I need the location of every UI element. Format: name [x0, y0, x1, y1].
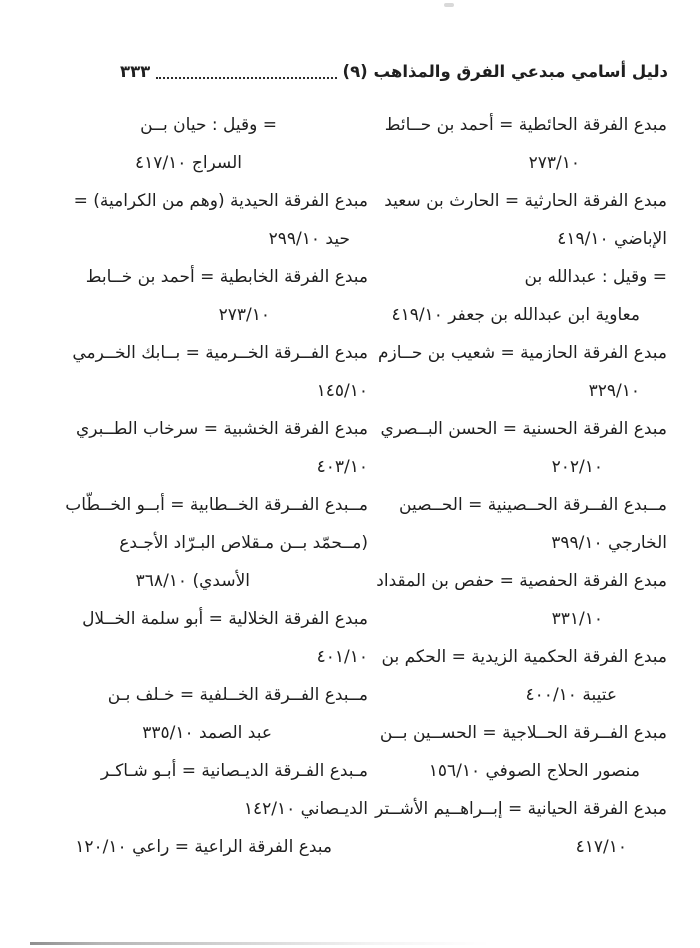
index-entry-line: منصور الحلاج الصوفي ١٥٦/١٠: [428, 761, 640, 781]
scan-shadow-bottom: [30, 942, 490, 945]
index-entry-line: مــبدع الفــرقة الخــلفية = خـلف بـن: [107, 685, 368, 705]
index-entry-line: مــبدع الفــرقة الحــصينية = الحــصين: [399, 495, 667, 515]
index-entry-line: مبدع الفرقة الخابطية = أحمد بن خــابط: [85, 267, 368, 287]
index-entry-line: معاوية ابن عبدالله بن جعفر ٤١٩/١٠: [391, 305, 640, 325]
index-entry-line: السراج ٤١٧/١٠: [135, 153, 242, 173]
index-entry-line: مبدع الفرقة الحازمية = شعيب بن حــازم: [377, 343, 667, 363]
index-entry-line: عتيبة ٤٠٠/١٠: [525, 685, 617, 705]
running-header: [120, 58, 668, 84]
index-entry-line: ٤٠١/١٠: [316, 647, 368, 667]
page-number: ٣٣٣: [120, 62, 151, 81]
index-entry-line: مـبدع الفـرقة الديـصانية = أبـو شـاكـر: [100, 761, 368, 781]
index-entry-line: حيد ٢٩٩/١٠: [268, 229, 350, 249]
index-entry-line: ٤٠٣/١٠: [316, 457, 368, 477]
index-entry-line: مبدع الفرقة الحيدية (وهم من الكرامية) =: [73, 191, 368, 211]
index-entry-line: مبدع الفرقة الخشبية = سرخاب الطــبري: [75, 419, 368, 439]
index-entry-line: ٣٣١/١٠: [551, 609, 603, 629]
index-entry-line: مبدع الفــرقة الحــلاجية = الحســين بــن: [379, 723, 667, 743]
index-entry-line: مبدع الفرقة الحكمية الزيدية = الحكم بن: [381, 647, 667, 667]
index-entry-line: مبدع الفرقة الحارثية = الحارث بن سعيد: [384, 191, 667, 211]
dotted-leader: [156, 77, 336, 79]
index-entry-line: مــبدع الفــرقة الخــطابية = أبــو الخــطّاب: [65, 495, 368, 515]
column-right: [377, 106, 667, 866]
index-entry-line: ١٤٥/١٠: [316, 381, 368, 401]
column-left: [32, 106, 368, 866]
index-entry-line: = وقيل : حيان بــن: [140, 115, 277, 135]
index-entry-line: ٢٠٢/١٠: [551, 457, 603, 477]
index-entry-line: مبدع الفــرقة الخــرمية = بــابك الخــرمي: [72, 343, 368, 363]
index-entry-line: ٢٧٣/١٠: [218, 305, 270, 325]
index-entry-line: = وقيل : عبدالله بن: [524, 267, 667, 287]
index-entry-line: ٢٧٣/١٠: [528, 153, 580, 173]
index-entry-line: مبدع الفرقة الحائطية = أحمد بن حــائط: [384, 115, 667, 135]
index-entry-line: الإباضي ٤١٩/١٠: [557, 229, 667, 249]
scan-speck: [444, 3, 454, 7]
index-entry-line: ٤١٧/١٠: [575, 837, 627, 857]
running-header-title: دليل أسامي مبدعي الفرق والمذاهب (٩): [342, 62, 668, 81]
index-entry-line: الأسدي) ٣٦٨/١٠: [135, 571, 250, 591]
index-entry-line: مبدع الفرقة الراعية = راعي ١٢٠/١٠: [75, 837, 332, 857]
index-entry-line: مبدع الفرقة الحسنية = الحسن البــصري: [380, 419, 667, 439]
index-entry-line: مبدع الفرقة الحيانية = إبــراهــيم الأشــتر: [375, 799, 667, 819]
index-entry-line: مبدع الفرقة الخلالية = أبو سلمة الخــلال: [82, 609, 368, 629]
index-entry-line: (مــحمّد بــن مـقلاص البـرّاد الأجـدع: [119, 533, 368, 553]
index-entry-line: عبد الصمد ٣٣٥/١٠: [142, 723, 272, 743]
index-entry-line: مبدع الفرقة الحفصية = حفص بن المقداد: [376, 571, 667, 591]
index-entry-line: ٣٢٩/١٠: [588, 381, 640, 401]
index-entry-line: الخارجي ٣٩٩/١٠: [551, 533, 667, 553]
index-entry-line: الديـصاني ١٤٢/١٠: [243, 799, 368, 819]
